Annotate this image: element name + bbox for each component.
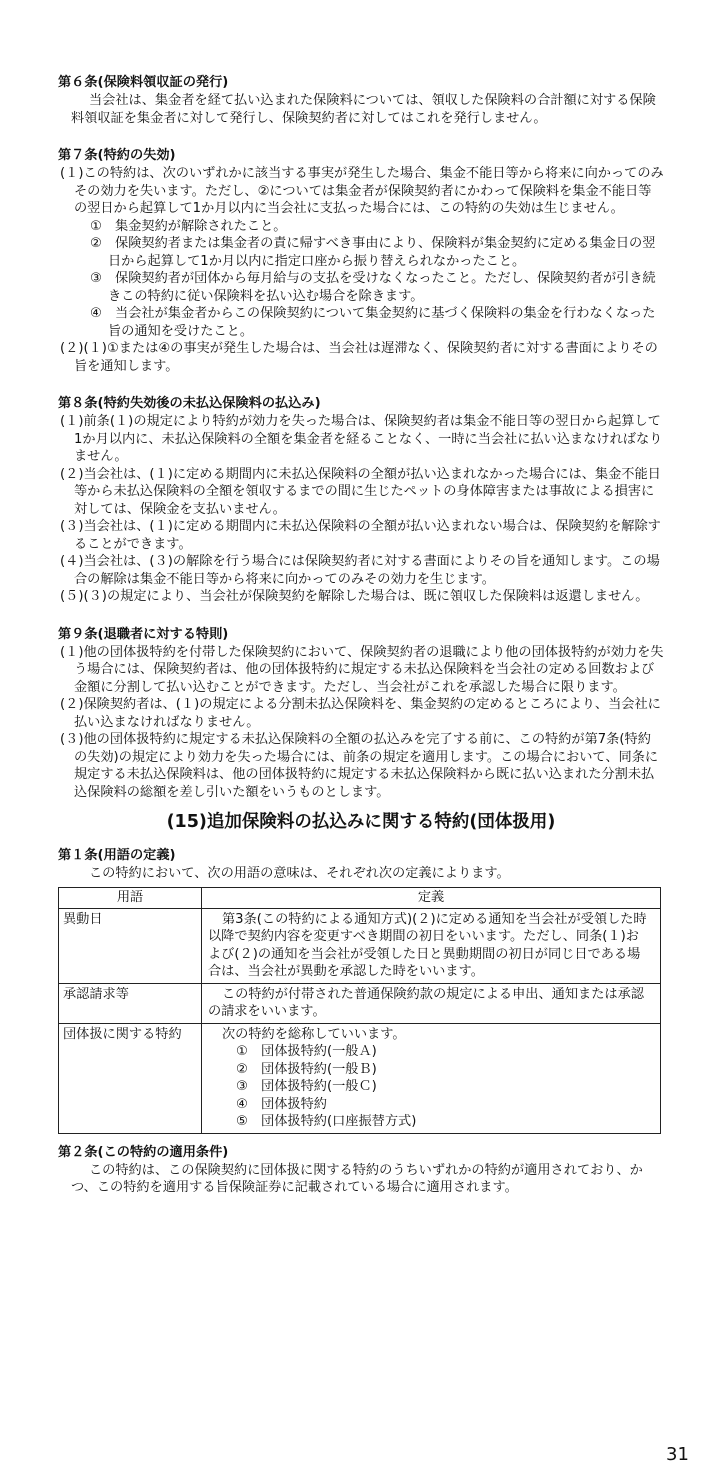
clause-item: (２)当会社は、(１)に定める期間内に未払込保険料の全額が払い込まれなかった場合には、集金不能日等から未払込保険料の全額を領収するまでの間に生じたペットの身体障害または事故による損害に対しては、保険金を支払いません。 — [60, 466, 661, 517]
term-cell: 団体扱に関する特約 — [59, 1023, 202, 1133]
definition-cell — [202, 908, 661, 983]
document-page — [58, 74, 664, 1197]
article-title: 第９条(退職者に対する特則) — [58, 626, 229, 642]
clause-item: (５)(３)の規定により、当会社が保険契約を解除した場合は、既に領収した保険料は返還しません。 — [60, 589, 649, 604]
article-body: この特約は、この保険契約に団体扱に関する特約のうちいずれかの特約が適用されており、かつ、この特約を適用する旨保険証券に記載されている場合に適用されます。 — [71, 1162, 643, 1195]
clause-item: (２)保険契約者は、(１)の規定による分割未払込保険料を、集金契約の定めるところにより、当会社に払い込まなければなりません。 — [60, 697, 661, 730]
sub-item: ① 集金契約が解除されたこと。 — [90, 218, 287, 234]
definition-cell — [202, 983, 661, 1023]
clause-item: (４)当会社は、(３)の解除を行う場合には保険契約者に対する書面によりその旨を通知します。この場合の解除は集金不能日等から将来に向かってのみその効力を生じます。 — [60, 554, 660, 587]
article-9 — [58, 626, 664, 802]
article-title: 第８条(特約失効後の未払込保険料の払込み) — [58, 396, 321, 411]
term-cell: 承認請求等 — [59, 983, 202, 1023]
definitions-table — [58, 887, 661, 1134]
definition-text: 第3条(この特約による通知方式)(２)に定める通知を当会社が受領した時以降で契約内容を変更すべき期間の初日をいいます。ただし、同条(１)および(２)の通知を当会社が受領した日と異動期間の初日が同じ日である場合は、当会社が異動を承認した時をいいます。 — [208, 911, 647, 979]
section-article-2 — [58, 1144, 664, 1197]
list-item: ④ 団体扱特約 — [236, 1096, 327, 1112]
article-8 — [58, 395, 664, 606]
sub-item: ③ 保険契約者が団体から毎月給与の支払を受けなくなったこと。ただし、保険契約者が引き続きこの特約に従い保険料を払い込む場合を除きます。 — [90, 271, 656, 304]
clause-item: (２)(１)①または④の事実が発生した場合は、当会社は遅滞なく、保険契約者に対する書面によりその旨を通知します。 — [60, 341, 658, 374]
page-number: 31 — [666, 1444, 689, 1465]
article-intro: この特約において、次の用語の意味は、それぞれ次の定義によります。 — [89, 866, 510, 881]
article-title: 第６条(保険料領収証の発行) — [58, 75, 229, 90]
clause-item: (３)他の団体扱特約に規定する未払込保険料の全額の払込みを完了する前に、この特約が第7条(特約の失効)の規定により効力を失った場合には、前条の規定を適用します。この場合において、同条に規定する未払込保険料は、他の団体扱特約に規定する未払込保険料から既に払い込まれた分割未払込保険料の総額を差し引いた額をいうものとします。 — [60, 732, 659, 800]
table-row — [59, 983, 661, 1023]
article-body: 当会社は、集金者を経て払い込まれた保険料については、領収した保険料の合計額に対する保険料領収証を集金者に対して発行し、保険契約者に対してはこれを発行しません。 — [71, 93, 656, 126]
article-title: 第２条(この特約の適用条件) — [58, 1144, 229, 1160]
section-title: (15)追加保険料の払込みに関する特約(団体扱用) — [166, 812, 556, 832]
list-item: ① 団体扱特約(一般Ａ) — [236, 1044, 377, 1059]
list-item: ⑤ 団体扱特約(口座振替方式) — [236, 1114, 417, 1129]
article-6 — [58, 74, 664, 127]
section-article-1 — [58, 847, 664, 1134]
article-title: 第７条(特約の失効) — [58, 148, 176, 163]
article-title: 第１条(用語の定義) — [58, 848, 176, 863]
clause-item: (１)この特約は、次のいずれかに該当する事実が発生した場合、集金不能日等から将来に向かってのみその効力を失います。ただし、②については集金者が保険契約者にかわって保険料を集金不能日等の翌日から起算して1か月以内に当会社に支払った場合には、この特約の失効は生じません。 — [60, 166, 664, 216]
clause-item: (３)当会社は、(１)に定める期間内に未払込保険料の全額が払い込まれない場合は、保険契約を解除することができます。 — [60, 519, 661, 552]
definition-cell — [202, 1023, 661, 1133]
table-header-row — [59, 887, 661, 908]
header-definition: 定義 — [202, 887, 661, 908]
clause-item: (１)他の団体扱特約を付帯した保険契約において、保険契約者の退職により他の団体扱特約が効力を失う場合には、保険契約者は、他の団体扱特約に規定する未払込保険料を当会社の定める回数および金額に分割して払い込むことができます。ただし、当会社がこれを承認した場合に限ります。 — [60, 644, 664, 695]
definition-text: 次の特約を総称していいます。 — [222, 1026, 406, 1042]
sub-item: ② 保険契約者または集金者の責に帰すべき事由により、保険料が集金契約に定める集金日の翌日から起算して1か月以内に指定口座から振り替えられなかったこと。 — [90, 236, 656, 269]
term-cell: 異動日 — [59, 908, 202, 983]
table-row — [59, 908, 661, 983]
article-7 — [58, 147, 664, 375]
list-item: ③ 団体扱特約(一般Ｃ) — [236, 1079, 377, 1094]
sub-item: ④ 当会社が集金者からこの保険契約について集金契約に基づく保険料の集金を行わなくなった旨の通知を受けたこと。 — [90, 306, 656, 339]
list-item: ② 団体扱特約(一般Ｂ) — [236, 1061, 377, 1077]
definition-text: この特約が付帯された普通保険約款の規定による申出、通知または承認の請求をいいます。 — [208, 986, 644, 1019]
header-term: 用語 — [59, 887, 202, 908]
clause-item: (１)前条(１)の規定により特約が効力を失った場合は、保険契約者は集金不能日等の翌日から起算して1か月以内に、未払込保険料の全額を集金者を経ることなく、一時に当会社に払い込まなければなりません。 — [60, 414, 663, 464]
table-row — [59, 1023, 661, 1133]
